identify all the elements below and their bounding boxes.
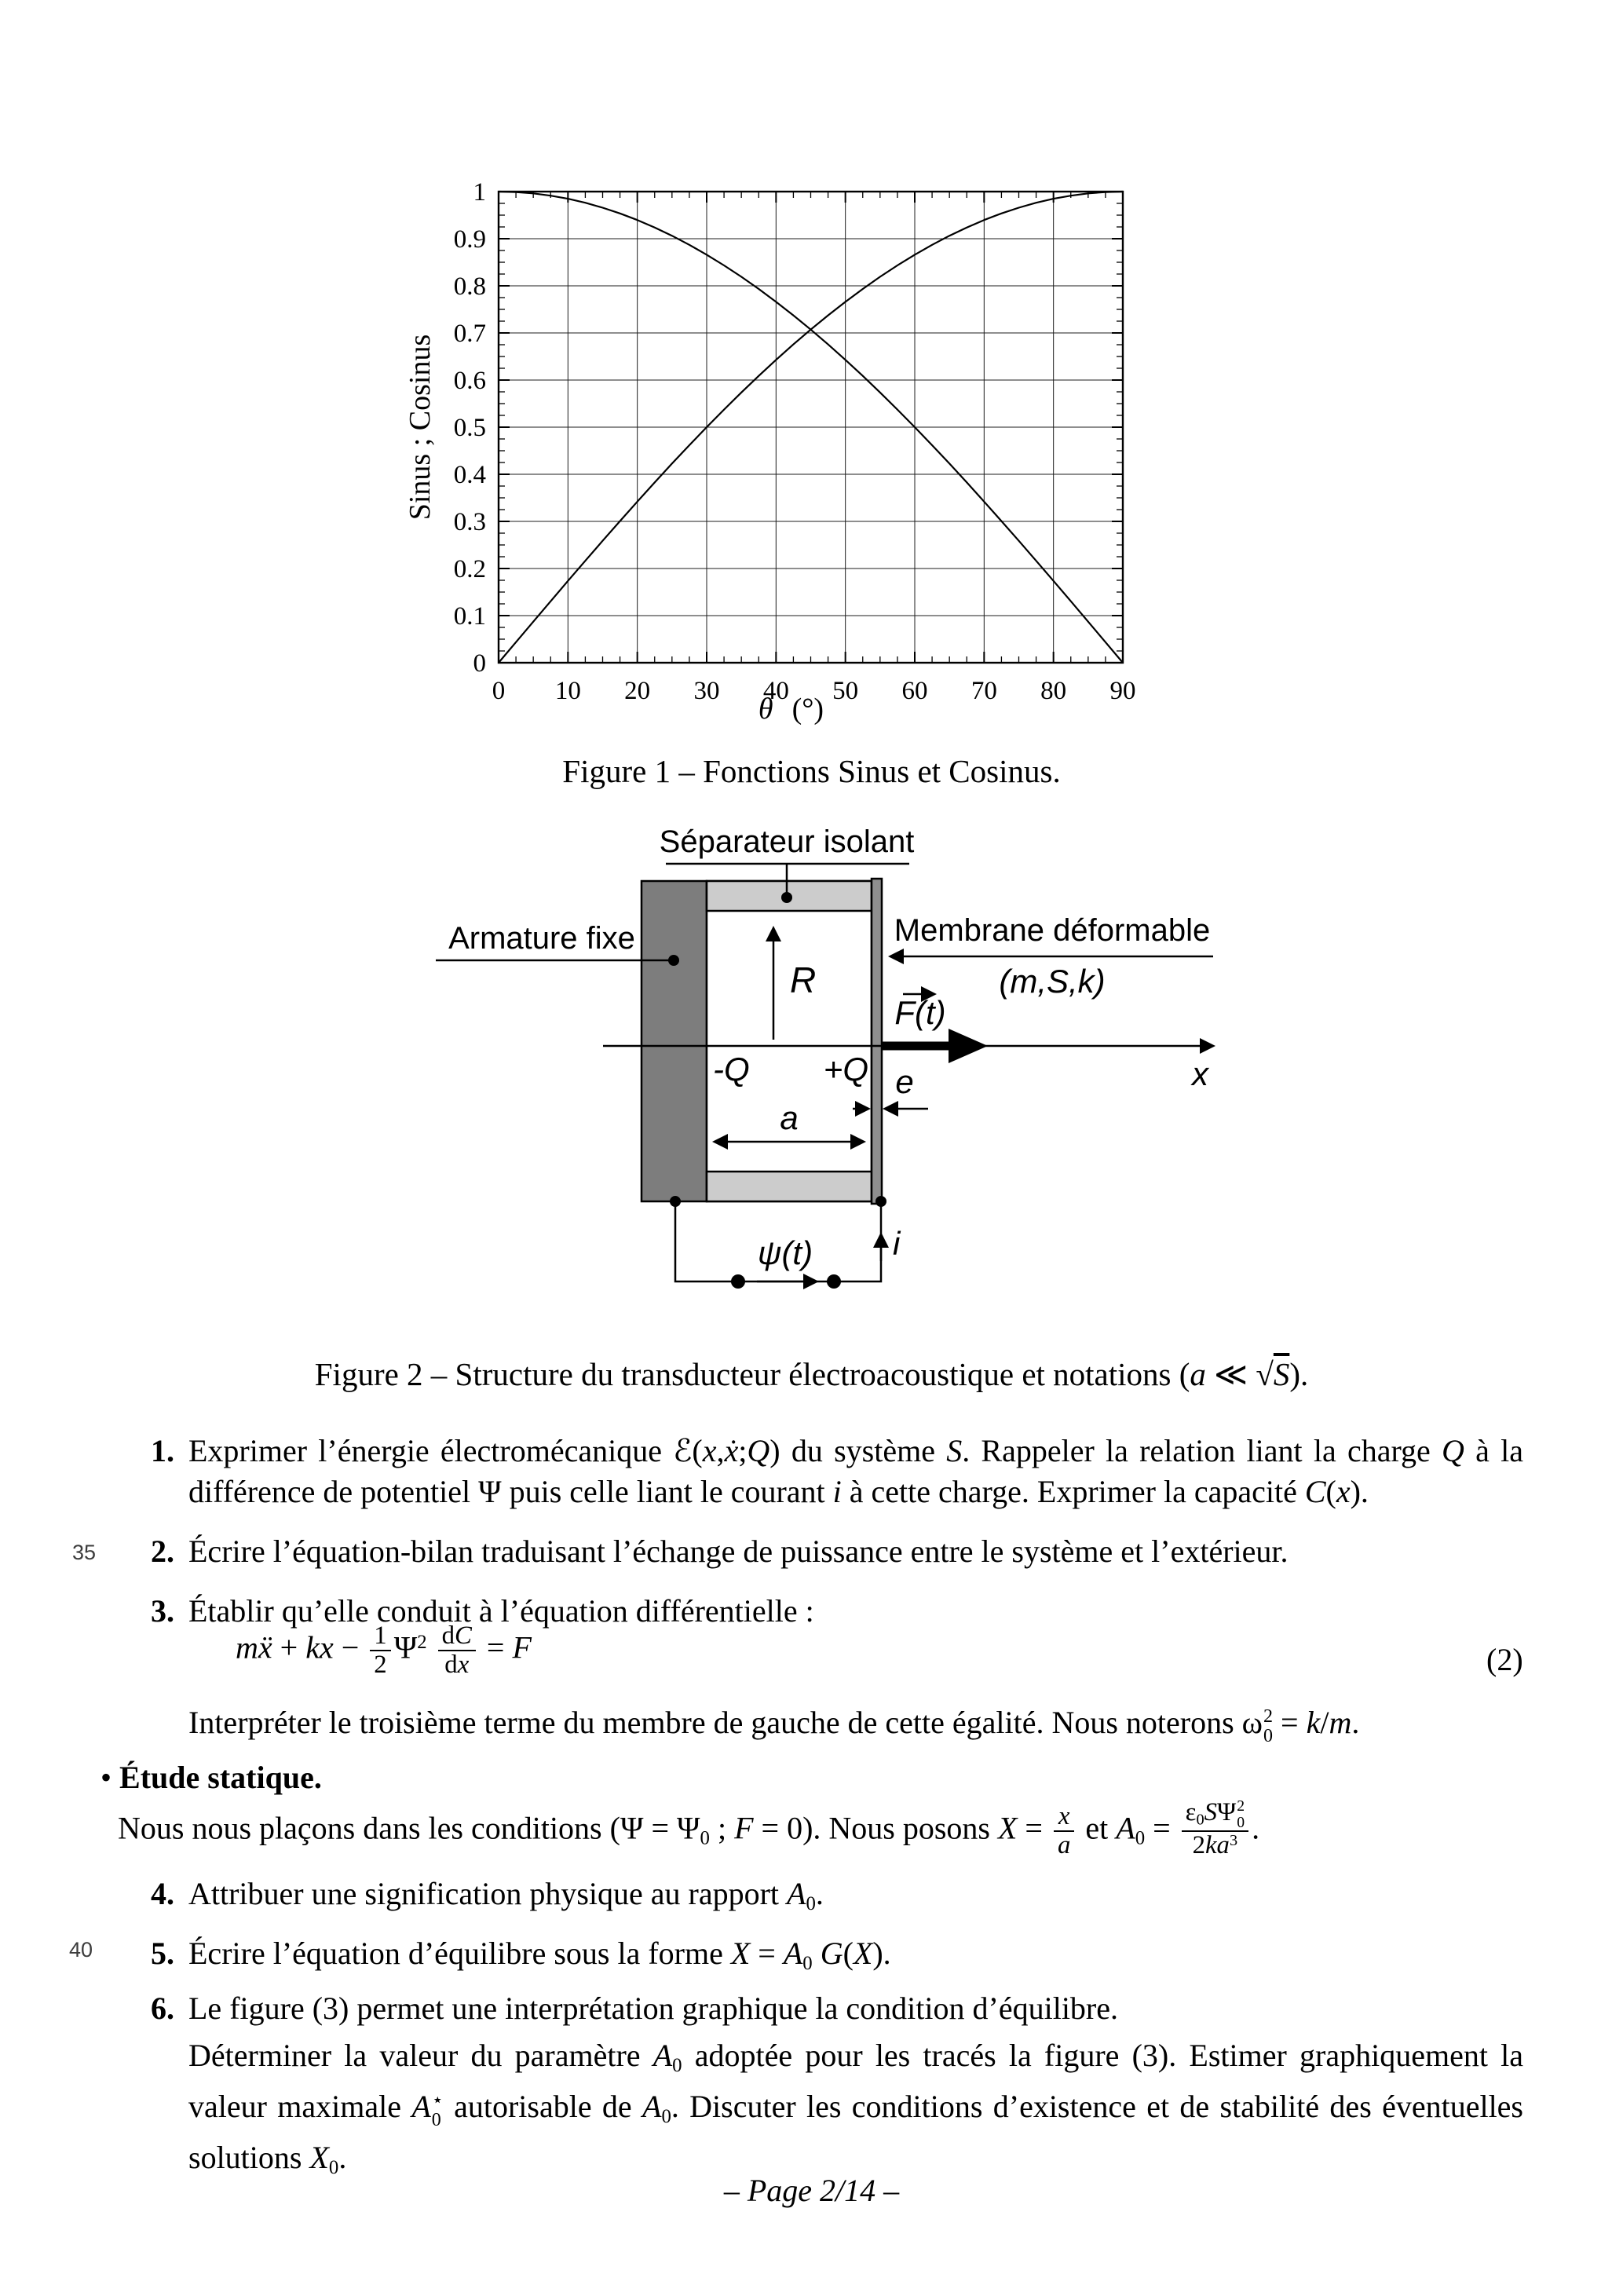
svg-text:0.1: 0.1 (453, 602, 486, 631)
svg-text:90: 90 (1109, 677, 1136, 705)
svg-text:10: 10 (554, 677, 581, 705)
svg-text:0: 0 (492, 677, 506, 705)
svg-text:0.3: 0.3 (453, 508, 486, 536)
positive-charge-label: +Q (823, 1051, 868, 1088)
svg-text:80: 80 (1040, 677, 1067, 705)
margin-line-number-40: 40 (69, 1938, 93, 1961)
force-label: F(t) (894, 994, 946, 1031)
force-arrowhead (949, 1029, 988, 1063)
svg-text:0.2: 0.2 (453, 555, 486, 583)
negative-charge-label: -Q (713, 1051, 750, 1088)
svg-text:Sinus ; Cosinus: Sinus ; Cosinus (404, 334, 437, 521)
e-label: e (895, 1063, 914, 1100)
svg-text:0.4: 0.4 (453, 461, 486, 489)
current-label: i (893, 1225, 901, 1262)
svg-text:20: 20 (624, 677, 651, 705)
bottom-separator-shape (707, 1172, 872, 1201)
question-item-3: 3. Établir qu’elle conduit à l’équation différentielle : (188, 1591, 1523, 1632)
question-number: 6. (151, 1991, 174, 2026)
equation-2-tag: (2) (1486, 1642, 1523, 1677)
svg-text:50: 50 (832, 677, 859, 705)
question-item-2: 2. Écrire l’équation-bilan traduisant l’échange de puissance entre le système et l’extérieur. (188, 1531, 1523, 1572)
psi-source-label: ψ(t) (757, 1234, 813, 1271)
figure1-sinus-cosinus-chart (397, 174, 1142, 736)
question-item-1: 1. Exprimer l’énergie électromécanique ℰ(x,ẋ;Q) du système S. Rappeler la relation liant la charge Q à la différence de potentiel Ψ puis celle liant le courant i à cette charge. Exprimer la capacité C(x). (188, 1431, 1523, 1512)
figure1-caption: Figure 1 – Fonctions Sinus et Cosinus. (562, 753, 1061, 789)
question-item-5: 5. Écrire l’équation d’équilibre sous la forme X = A0 G(X). (188, 1933, 1523, 1984)
x-axis-label: x (1192, 1055, 1208, 1092)
membrane-label: Membrane déformable (894, 913, 1211, 948)
question-item-6-paragraph-2: Déterminer la valeur du paramètre A0 adoptée pour les tracés la figure (3). Estimer graphiquement la valeur maximale A ⋆ 0 autorisable de A0. Discuter les conditions d’existence et de stabilité des éventuelles solutions X0. (188, 2038, 1524, 2178)
membrane-shape (872, 879, 882, 1204)
figure2-caption: Figure 2 – Structure du transducteur électroacoustique et notations (a ≪ √S). (314, 1356, 1309, 1392)
figure2-transducer-diagram (424, 817, 1288, 1335)
static-study-heading: • Étude statique. (101, 1760, 322, 1795)
question-item-4: 4. Attribuer une signification physique au rapport A0. (188, 1874, 1523, 1925)
question-number: 4. (151, 1876, 174, 1911)
a-label: a (780, 1099, 799, 1136)
transducer-structure (642, 879, 882, 1204)
armature-label: Armature fixe (448, 921, 635, 956)
question-item-6: 6. Le figure (3) permet une interprétation graphique la condition d’équilibre. Déterminer la valeur du paramètre A0 adoptée pour les tracés la figure (3). Estimer graphiquement la valeur maximale A ⋆ 0 autorisable de A0. Discuter les conditions d’existence et de stabilité des éventuelles solutions X0. (188, 1988, 1523, 2188)
svg-text:0.9: 0.9 (453, 225, 486, 254)
question-number: 2. (151, 1534, 174, 1569)
svg-text:0.7: 0.7 (453, 320, 486, 348)
margin-line-number-35: 35 (72, 1541, 97, 1564)
svg-text:40: 40 (762, 677, 789, 705)
svg-text:0.5: 0.5 (453, 414, 486, 442)
svg-text:0.8: 0.8 (453, 272, 486, 301)
svg-text:0.6: 0.6 (453, 367, 486, 395)
page-number-footer: – Page 2/14 – (723, 2173, 900, 2208)
drive-circuit (670, 1196, 901, 1289)
membrane-callout (890, 913, 1213, 1000)
svg-text:30: 30 (693, 677, 720, 705)
r-label: R (790, 960, 817, 1000)
terminal-left (731, 1274, 745, 1289)
svg-text:60: 60 (901, 677, 928, 705)
separator-label: Séparateur isolant (659, 824, 915, 859)
question-number: 5. (151, 1936, 174, 1971)
svg-text:1: 1 (473, 178, 486, 207)
fixed-armature-shape (642, 881, 707, 1201)
equation-2: mẍ + kx − $\frac{1}{2}$ $\Psi^2$ $\frac{dC}{dx}$ = F (236, 1621, 532, 1680)
interpretation-paragraph: Interpréter le troisième terme du membre de gauche de cette égalité. Nous noterons ω 2 0 = k/m. (188, 1705, 1360, 1746)
svg-text:0: 0 (473, 649, 486, 678)
static-conditions-paragraph: Nous nous plaçons dans les conditions (Ψ = Ψ0 ; F = 0). Nous posons X = $\frac{x}{a}$ et A0 = ε0SΨ 2 0 $2ka^3$ . (118, 1797, 1260, 1860)
svg-text:θ(°): θ (°) (758, 693, 824, 726)
capacitor-gap-shape (707, 881, 872, 1201)
question-number: 1. (151, 1433, 174, 1468)
terminal-right (827, 1274, 841, 1289)
question-number: 3. (151, 1593, 174, 1629)
svg-text:70: 70 (971, 677, 997, 705)
membrane-params-label: (m,S,k) (999, 963, 1106, 1000)
